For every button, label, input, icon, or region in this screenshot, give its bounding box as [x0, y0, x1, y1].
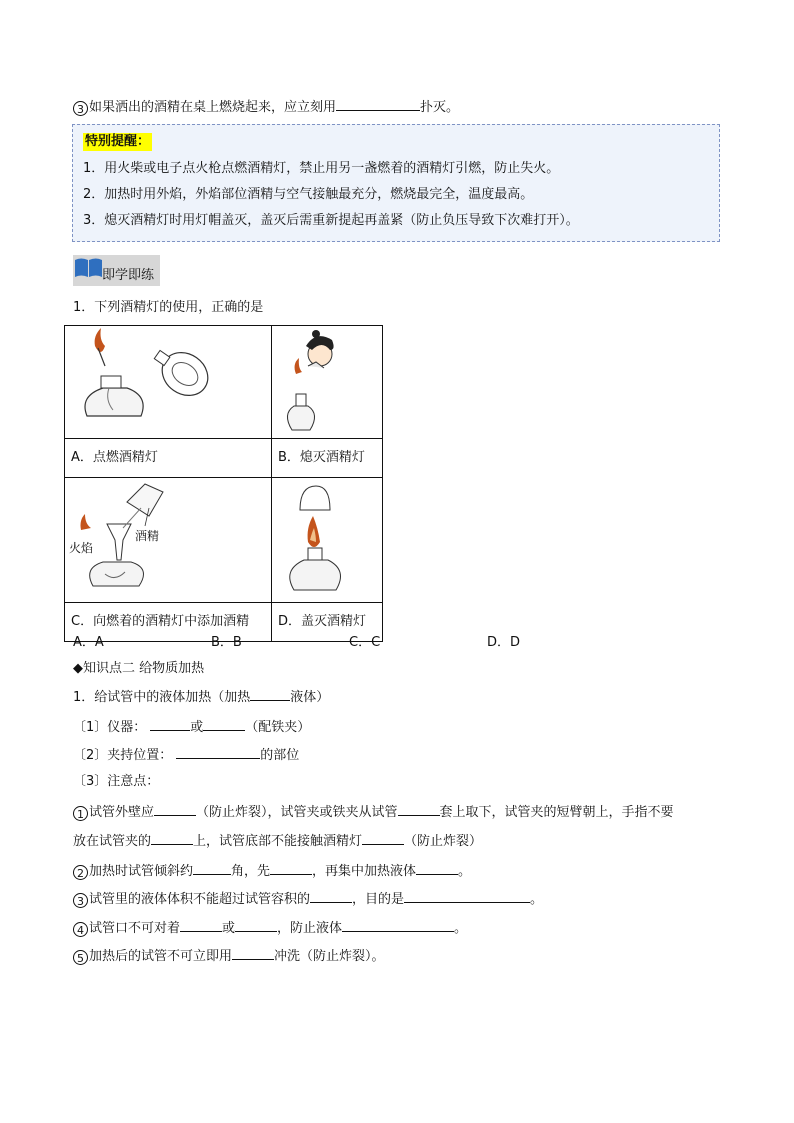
circled-number: 5 — [73, 950, 88, 965]
badge-label: 即学即练 — [102, 268, 155, 283]
point-3-c: 。 — [530, 892, 544, 907]
point-1-line-1 — [73, 801, 674, 823]
point-4-c: ，防止液体 — [277, 921, 343, 936]
item-1-text-a: 1．给试管中的液体加热（加热 — [73, 690, 251, 705]
circled-number: 3 — [73, 893, 88, 908]
cap-extinguish-illustration — [272, 478, 382, 598]
point-2-c: ，再集中加热液体 — [312, 864, 417, 879]
book-icon — [73, 257, 104, 279]
answer-blank[interactable] — [203, 716, 245, 731]
answer-blank[interactable] — [398, 801, 440, 816]
answer-blank[interactable] — [250, 686, 290, 701]
point-3-a: 试管里的液体体积不能超过试管容积的 — [89, 892, 311, 907]
point-5-a: 加热后的试管不可立即用 — [89, 949, 233, 964]
blowing-out-lamp-illustration — [272, 326, 382, 434]
item-1 — [73, 686, 329, 708]
answer-option-b[interactable]: B．B — [211, 635, 242, 650]
adding-alcohol-illustration — [65, 478, 271, 598]
intro-line — [73, 96, 459, 118]
question-stem: 1．下列酒精灯的使用，正确的是 — [73, 300, 264, 315]
point-3 — [73, 888, 543, 910]
circled-number: 2 — [73, 865, 88, 880]
circled-number: 4 — [73, 922, 88, 937]
answer-blank[interactable] — [416, 860, 458, 875]
point-1-b: （防止炸裂），试管夹或铁夹从试管 — [196, 805, 398, 820]
answer-blank[interactable] — [270, 860, 312, 875]
circled-number: 3 — [73, 101, 88, 116]
answer-blank[interactable] — [176, 744, 260, 759]
answer-blank[interactable] — [151, 830, 193, 845]
answer-blank[interactable] — [150, 716, 190, 731]
option-d-caption: D．盖灭酒精灯 — [272, 603, 383, 642]
special-reminder-box — [72, 124, 720, 242]
point-1-line-2 — [73, 830, 482, 852]
item-1-text-b: 液体） — [290, 690, 330, 705]
answer-blank[interactable] — [154, 801, 196, 816]
tip-title: 特别提醒： — [85, 134, 151, 149]
answer-blank[interactable] — [193, 860, 231, 875]
option-figure-table — [64, 325, 383, 642]
answer-blank[interactable] — [362, 830, 404, 845]
point-4-a: 试管口不可对着 — [89, 921, 181, 936]
intro-text-b: 扑灭。 — [420, 100, 460, 115]
point-2-a: 加热时试管倾斜约 — [89, 864, 194, 879]
sub-item-3: 〔3〕注意点： — [73, 774, 160, 789]
answer-blank[interactable] — [235, 917, 277, 932]
sub-2-b: 的部位 — [260, 748, 300, 763]
answer-option-d[interactable]: D．D — [487, 635, 521, 650]
tip-item: 3．熄灭酒精灯时用灯帽盖灭，盖灭后需重新提起再盖紧（防止负压导致下次难打开）。 — [83, 213, 579, 228]
point-2-b: 角，先 — [231, 864, 271, 879]
point-2 — [73, 860, 471, 882]
point-1-e: 上，试管底部不能接触酒精灯 — [193, 834, 363, 849]
point-4 — [73, 917, 467, 939]
sub-item-2 — [73, 744, 299, 766]
figure-c — [65, 478, 272, 603]
section-heading: ◆知识点二 给物质加热 — [73, 661, 205, 676]
sub-1-c: （配铁夹） — [245, 720, 311, 735]
option-c-caption: C．向燃着的酒精灯中添加酒精 — [65, 603, 272, 642]
lamp-lit-by-lamp-illustration — [65, 326, 271, 434]
figure-d — [272, 478, 383, 603]
intro-text-a: 如果洒出的酒精在桌上燃烧起来，应立刻用 — [89, 100, 337, 115]
point-1-c: 套上取下，试管夹的短臂朝上，手指不要 — [439, 805, 674, 820]
flame-label: 火焰 — [69, 541, 94, 555]
practice-badge — [73, 255, 160, 286]
option-b-caption: B．熄灭酒精灯 — [272, 439, 383, 478]
point-5-b: 冲洗（防止炸裂）。 — [274, 949, 385, 964]
alcohol-label: 酒精 — [135, 529, 160, 543]
point-1-d: 放在试管夹的 — [73, 834, 152, 849]
point-4-b: 或 — [222, 921, 236, 936]
sub-1-a: 〔1〕仪器： — [73, 720, 147, 735]
answer-blank[interactable] — [310, 888, 352, 903]
sub-1-b: 或 — [190, 720, 204, 735]
tip-item: 1．用火柴或电子点火枪点燃酒精灯，禁止用另一盏燃着的酒精灯引燃，防止失火。 — [83, 161, 560, 176]
answer-blank[interactable] — [180, 917, 222, 932]
point-1-f: （防止炸裂） — [404, 834, 483, 849]
option-a-caption: A．点燃酒精灯 — [65, 439, 272, 478]
answer-blank[interactable] — [336, 96, 420, 111]
point-4-d: 。 — [454, 921, 468, 936]
point-5 — [73, 945, 385, 967]
point-1-a: 试管外壁应 — [89, 805, 155, 820]
answer-blank[interactable] — [342, 917, 454, 932]
answer-blank[interactable] — [232, 945, 274, 960]
figure-b — [272, 326, 383, 439]
point-2-d: 。 — [458, 864, 472, 879]
answer-option-a[interactable]: A．A — [73, 635, 104, 650]
answer-option-c[interactable]: C．C — [349, 635, 381, 650]
answer-blank[interactable] — [404, 888, 530, 903]
sub-item-1 — [73, 716, 310, 738]
circled-number: 1 — [73, 806, 88, 821]
point-3-b: ，目的是 — [352, 892, 405, 907]
sub-2-a: 〔2〕夹持位置： — [73, 748, 173, 763]
figure-a — [65, 326, 272, 439]
tip-item: 2．加热时用外焰，外焰部位酒精与空气接触最充分，燃烧最完全，温度最高。 — [83, 187, 534, 202]
